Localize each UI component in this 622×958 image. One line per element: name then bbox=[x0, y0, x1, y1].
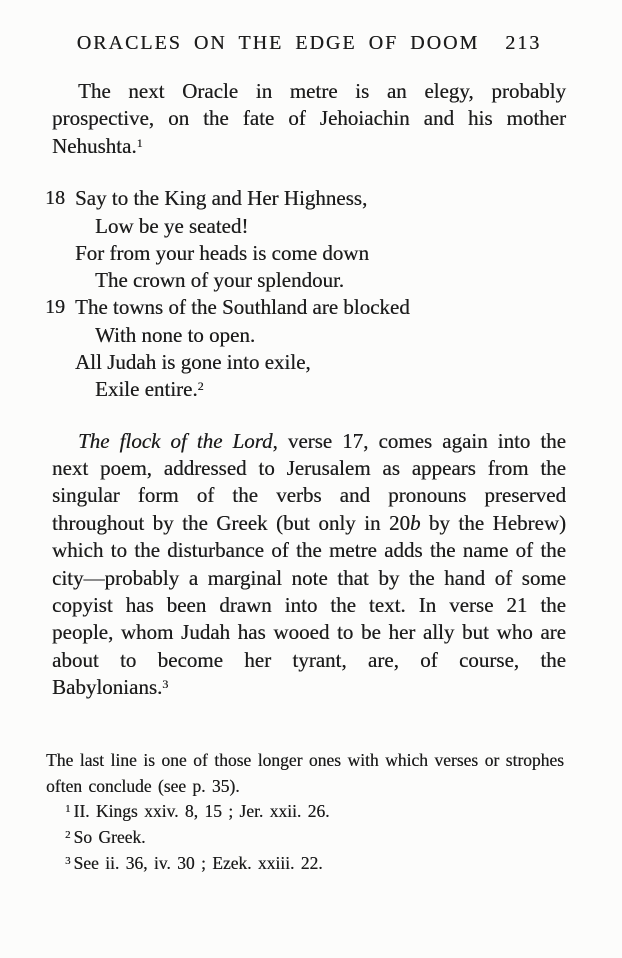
intro-text: The next Oracle in metre is an elegy, probably prospective, on the fate of Jehoiachin and his mother Nehushta. bbox=[52, 79, 566, 158]
running-head-title: ORACLES ON THE EDGE OF DOOM bbox=[76, 32, 480, 54]
footnote-marker-1: 1 bbox=[65, 803, 71, 816]
footnote-item-3 bbox=[46, 851, 564, 877]
footnote-item-2 bbox=[46, 825, 564, 851]
commentary-text-2: by the Hebrew) which to the disturbance of the metre adds the name of the city—probably a marginal note that by the hand of some copyist has been drawn into the text. In verse 21 the people, whom Judah has wooed to be her ally but who are about to become her tyrant, are, of course, the Babylonians. bbox=[52, 510, 566, 700]
commentary-italic-b: b bbox=[409, 510, 421, 535]
verse-line bbox=[75, 376, 566, 403]
footnotes bbox=[46, 748, 564, 877]
commentary-paragraph bbox=[52, 428, 566, 702]
running-head bbox=[52, 31, 566, 55]
intro-paragraph bbox=[52, 78, 566, 160]
verse-number-19: 19 bbox=[45, 296, 65, 319]
verse-line: The crown of your splendour. bbox=[95, 268, 345, 293]
footnote-text-3: See ii. 36, iv. 30 ; Ezek. xxiii. 22. bbox=[73, 852, 323, 873]
commentary-text-1: , verse 17, comes again into the next poem, addressed to Jerusalem as appears from the singular form of the verbs and pronouns preserved throughout by the Greek (but only in 20 bbox=[52, 428, 567, 535]
page-body bbox=[45, 78, 567, 702]
stanza-19 bbox=[45, 294, 566, 403]
commentary-lead-italic: The flock of the Lord bbox=[78, 428, 273, 453]
footnote-ref-1: 1 bbox=[136, 135, 143, 150]
footnote-item-1 bbox=[46, 799, 564, 825]
verse-line: For from your heads is come down bbox=[75, 240, 369, 265]
footnote-marker-3: 3 bbox=[65, 854, 71, 867]
verse-line: With none to open. bbox=[95, 322, 256, 347]
verse-line-text: Exile entire. bbox=[95, 377, 198, 402]
verse-line: All Judah is gone into exile, bbox=[75, 350, 311, 374]
footnote-continuation: The last line is one of those longer ones with which verses or strophes often conclude (see p. 35). bbox=[46, 750, 564, 796]
footnote-marker-2: 2 bbox=[65, 829, 71, 842]
footnote-text-1: II. Kings xxiv. 8, 15 ; Jer. xxii. 26. bbox=[73, 801, 330, 822]
verse-line: Low be ye seated! bbox=[95, 213, 249, 238]
stanza-18 bbox=[45, 185, 566, 294]
verse-line: Say to the King and Her Highness, bbox=[75, 186, 368, 211]
footnote-text-2: So Greek. bbox=[73, 827, 146, 848]
footnote-ref-3: 3 bbox=[162, 677, 169, 692]
verse-number-18: 18 bbox=[45, 187, 65, 210]
poem bbox=[45, 185, 566, 403]
page-number: 213 bbox=[505, 32, 542, 54]
verse-line: The towns of the Southland are blocked bbox=[75, 295, 410, 320]
footnote-ref-2: 2 bbox=[197, 379, 204, 394]
